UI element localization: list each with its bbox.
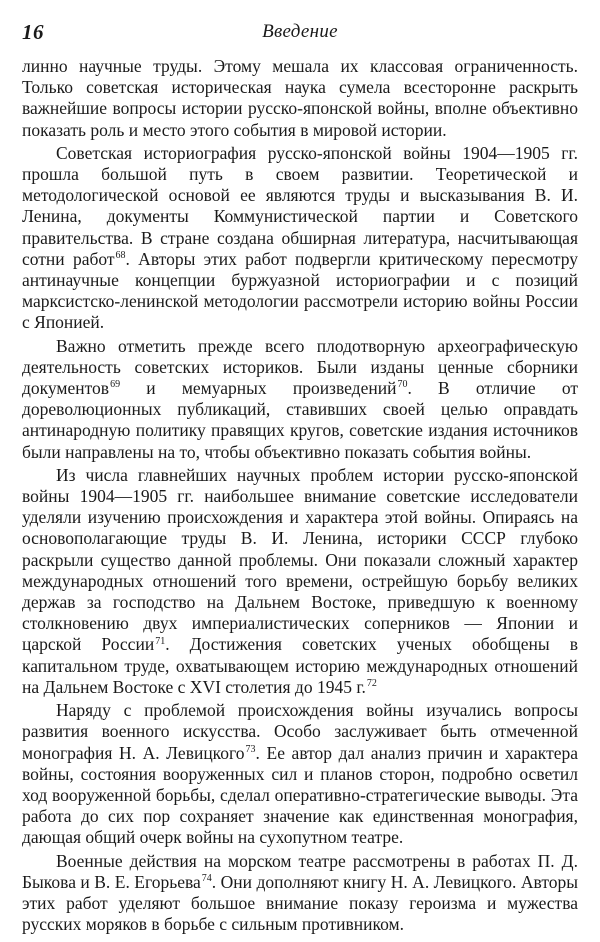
footnote-ref-70: 70 [397, 379, 408, 391]
footnote-ref-68: 68 [115, 250, 126, 261]
paragraph-5 [22, 700, 578, 848]
paragraph-text: линно научные труды. Этому мешала их классовая ограниченность. Только советская историческая наука сумела всесторонне раскрыть важнейшие вопросы истории русско-японской войны, вполне объективно показать роль и место этого события в мировой истории. [22, 56, 578, 140]
paragraph-text: Из числа главнейших научных проблем истории русско-японской войны 1904—1905 гг. наибольшее внимание советские исследователи уделяли изучению происхождения и характера этой войны. Опираясь на основополагающие труды В. И. Ленина, историки СССР глубоко раскрыли существо данной проблемы. Они показали сложный характер международных отношений того времени, острейшую борьбу великих держав за господство на Дальнем Востоке, приведшую к военному столкновению двух империалистических соперников — Японии и царской России [22, 464, 578, 655]
paragraph-text: Наряду с проблемой происхождения войны изучались вопросы развития военного искусства. Особо заслуживает быть отмеченной монография Н. А. Левицкого [22, 700, 578, 763]
paragraph-1 [22, 56, 578, 141]
footnote-ref-69: 69 [110, 379, 121, 391]
paragraph-text: . Достижения советских ученых обобщены в капитальном труде, охватывающем историю международных отношений на Дальнем Востоке с XVI столетия до 1945 г. [22, 634, 578, 697]
paragraph-text: Военные действия на морском театре рассмотрены в работах П. Д. Быкова и В. Е. Егорьева [22, 850, 578, 892]
page-header [22, 16, 578, 46]
book-page [22, 16, 578, 935]
footnote-ref-72: 72 [366, 678, 377, 690]
paragraph-4 [22, 465, 578, 698]
footnote-ref-74: 74 [201, 872, 212, 884]
paragraph-text: . В отличие от дореволюционных публикаций, ставивших своей целью оправдать антинародную политику правящих кругов, советские издания источников были направлены на то, чтобы объективно показать события войны. [22, 378, 578, 462]
paragraph-2 [22, 143, 578, 334]
paragraph-text: . Они дополняют книгу Н. А. Левицкого. Авторы этих работ уделяют большое внимание показу героизма и мужества русских моряков в борьбе с сильным противником. [22, 871, 578, 935]
footnote-ref-71: 71 [155, 635, 166, 647]
paragraph-6 [22, 851, 578, 936]
paragraph-text: Важно отметить прежде всего плодотворную археографическую деятельность советских историков. Были изданы ценные сборники документов [22, 335, 578, 399]
running-title: Введение [262, 21, 338, 42]
paragraph-3 [22, 336, 578, 463]
footnote-ref-73: 73 [245, 743, 256, 755]
body-text [22, 56, 578, 935]
page-number: 16 [22, 20, 44, 44]
paragraph-text: . Ее автор дал анализ причин и характера войны, состояния вооруженных сил и планов сторон, подробно осветил ход вооруженной борьбы, сделал оперативно-стратегические выводы. Эта работа до сих пор сохраняет значение как единственная монография, дающая общий очерк войны на сухопутном театре. [22, 742, 578, 848]
paragraph-text: и мемуарных произведений [120, 378, 397, 399]
paragraph-text: . Авторы этих работ подвергли критическому пересмотру антинаучные концепции буржуазной историографии и с позиций марксистско-ленинской методологии рассмотрели историю войны России с Японией. [22, 248, 578, 333]
paragraph-text: Советская историография русско-японской войны 1904—1905 гг. прошла большой путь в своем развитии. Теоретической и методологической основой ее являются труды и высказывания В. И. Ленина, документы Коммунистической партии и Советского правительства. В стране создана обширная литература, насчитывающая сотни работ [22, 142, 578, 269]
